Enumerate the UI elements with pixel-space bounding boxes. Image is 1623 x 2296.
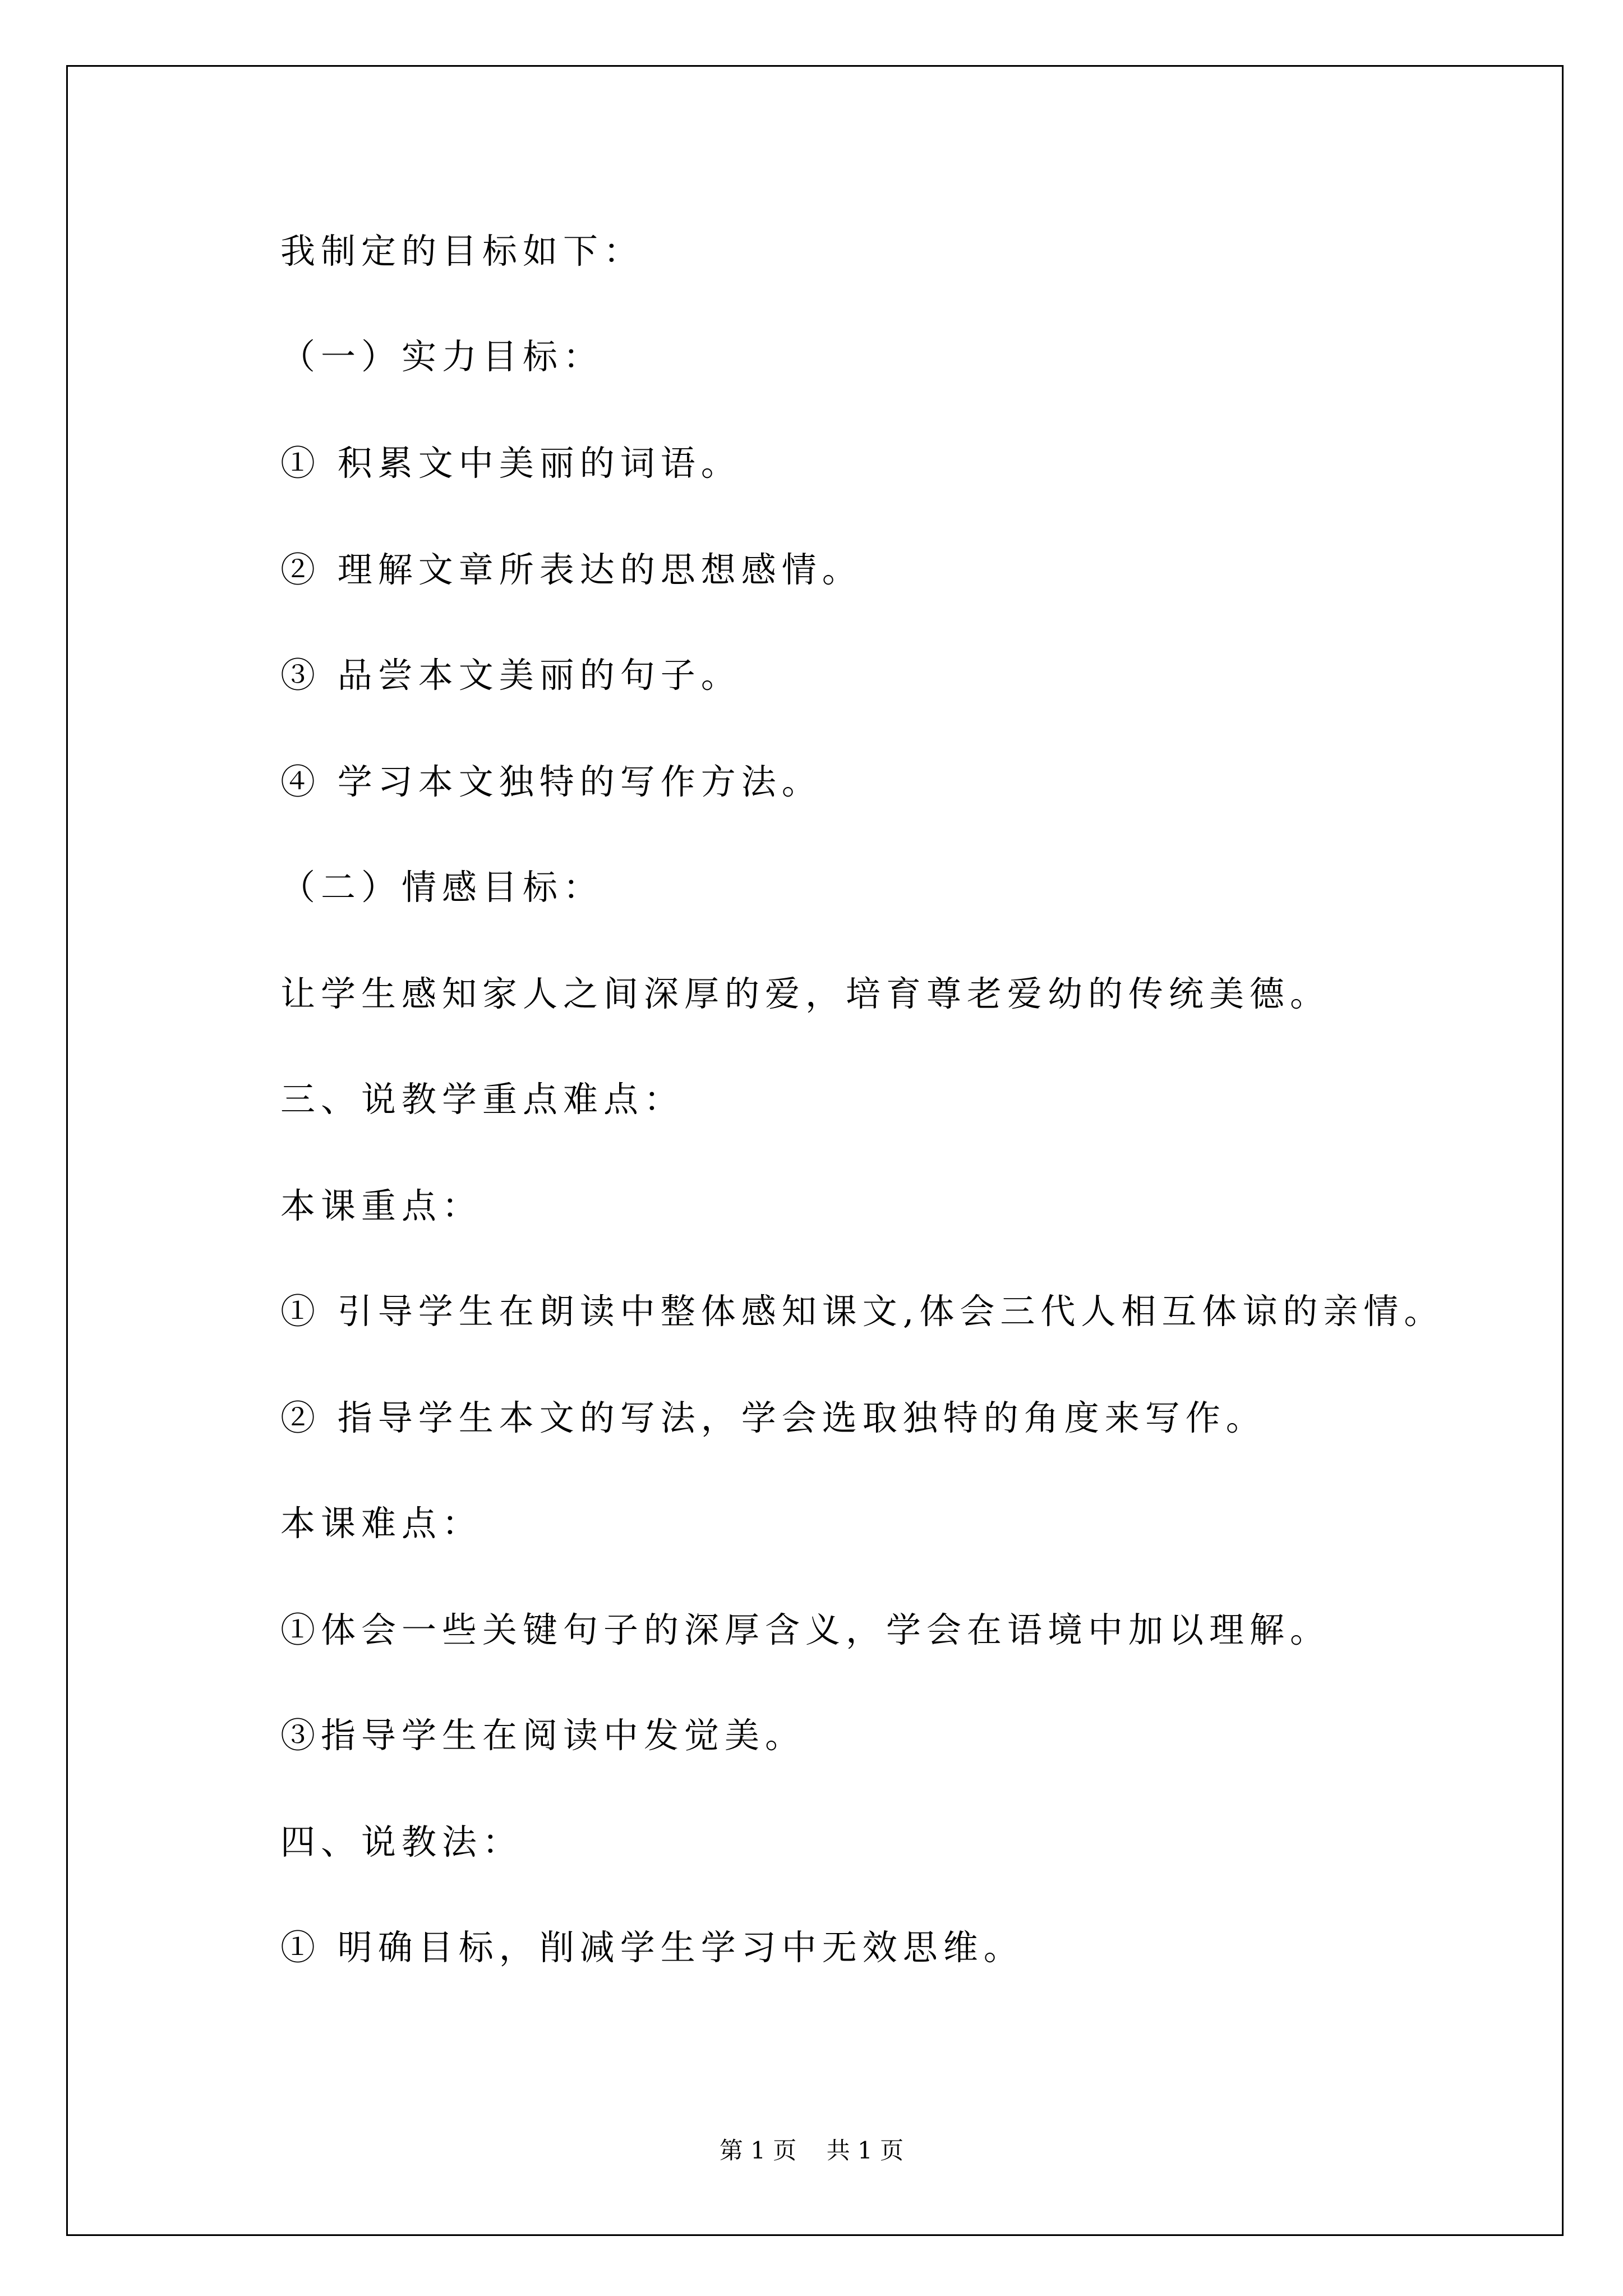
text-line-key-point-1: ① 引导学生在朗读中整体感知课文,体会三代人相互体谅的亲情。	[280, 1291, 1445, 1332]
page-border	[66, 65, 1564, 2236]
text-line-key-points-heading: 本课重点：	[280, 1185, 483, 1226]
text-line-teaching-method-heading: 四、说教法：	[280, 1821, 523, 1862]
text-line-goals-intro: 我制定的目标如下：	[280, 231, 644, 272]
page-number-footer: 第 1 页 共 1 页	[719, 2137, 904, 2164]
text-line-key-difficult-heading: 三、说教学重点难点：	[280, 1079, 685, 1120]
text-line-teaching-method-1: ① 明确目标，削减学生学习中无效思维。	[280, 1927, 1024, 1968]
text-line-emotion-goal-heading: （二）情感目标：	[280, 867, 604, 908]
text-line-difficult-point-3: ③指导学生在阅读中发觉美。	[280, 1715, 806, 1756]
text-line-ability-goal-1: ① 积累文中美丽的词语。	[280, 443, 741, 484]
text-line-difficult-point-1: ①体会一些关键句子的深厚含义，学会在语境中加以理解。	[280, 1609, 1331, 1650]
text-line-ability-goal-3: ③ 品尝本文美丽的句子。	[280, 655, 741, 696]
text-line-difficult-points-heading: 本课难点：	[280, 1503, 483, 1544]
text-line-ability-goal-4: ④ 学习本文独特的写作方法。	[280, 761, 822, 802]
text-line-ability-goal-2: ② 理解文章所表达的思想感情。	[280, 549, 863, 590]
text-line-key-point-2: ② 指导学生本文的写法，学会选取独特的角度来写作。	[280, 1397, 1266, 1438]
text-line-ability-goal-heading: （一）实力目标：	[280, 336, 604, 377]
text-line-emotion-goal-text: 让学生感知家人之间深厚的爱，培育尊老爱幼的传统美德。	[280, 973, 1331, 1014]
